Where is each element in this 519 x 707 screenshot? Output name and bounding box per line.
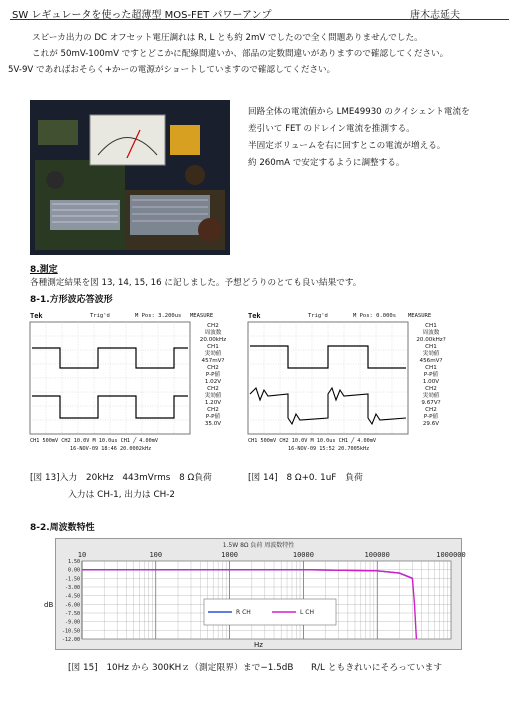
y-tick-label: -1.50 [64, 576, 80, 583]
scope-side-3: CH1 [207, 344, 219, 350]
chart-y-label: dB [44, 601, 54, 609]
scope-side-10: 実効値 [422, 393, 440, 399]
photo-text-2: 差引いて FET のドレイン電流を推測する。 [248, 124, 415, 134]
scope-side-7: P-P値 [205, 372, 221, 378]
scope-side-5: 456mV? [419, 358, 443, 364]
scope-bottom-1: CH1 500mV CH2 10.0V M 10.0us CH1 ╱ 4.00mV [248, 438, 377, 444]
scope-side-2: 20.00kHz [199, 337, 227, 343]
scope-brand: Tek [30, 312, 43, 320]
scope-side-6: CH2 [207, 365, 219, 371]
x-tick-label: 10 [77, 551, 87, 559]
section-8-heading: 8.測定 [30, 265, 58, 275]
scope-side-11: 9.67V? [421, 400, 441, 406]
scope-side-4: 実効値 [422, 351, 440, 357]
frequency-response-chart [44, 538, 466, 650]
chart-title: 1.5W 8Ω 負荷 周波数特性 [222, 542, 295, 549]
scope-side-11: 1.20V [204, 400, 222, 406]
legend-label: R CH [236, 609, 251, 616]
scope-measure: MEASURE [190, 313, 214, 319]
scope-brand: Tek [248, 312, 261, 320]
legend-label: L CH [300, 609, 314, 616]
scope-side-13: P-P値 [205, 414, 221, 420]
author-name: 唐木志延夫 [410, 10, 460, 21]
x-tick-label: 100 [149, 551, 163, 559]
scope-bottom-2: 16-NOV-09 18:46 20.0002kHz [70, 446, 152, 452]
y-tick-label: -6.00 [64, 602, 80, 609]
chart-x-label: Hz [254, 641, 263, 649]
y-tick-label: -3.00 [64, 585, 80, 591]
photo-text-3: 半固定ボリュームを右に回すとこの電流が増える。 [248, 141, 446, 151]
scope-side-10: 実効値 [204, 393, 222, 399]
x-tick-label: 10000 [292, 551, 314, 559]
oscilloscope-figure-14 [248, 312, 453, 462]
scope-side-14: 29.6V [422, 421, 440, 427]
scope-side-1: 周波数 [422, 330, 440, 336]
header-divider [10, 19, 509, 20]
scope-side-7: P-P値 [423, 372, 439, 378]
photo-text-1: 回路全体の電流値から LME49930 のクイシェント電流を [248, 107, 470, 117]
oscilloscope-figure-13 [30, 312, 235, 462]
section-8-2-heading: 8-2.周波数特性 [30, 523, 95, 533]
document-title: SW レギュレータを使った超薄型 MOS-FET パワーアンプ [12, 10, 272, 21]
y-tick-label: 1.50 [67, 559, 80, 565]
section-8-1-heading: 8-1.方形波応答波形 [30, 295, 113, 305]
y-tick-label: -7.50 [64, 611, 80, 617]
scope-side-9: CH2 [425, 386, 437, 392]
amplifier-photo [30, 100, 230, 255]
scope-trigger: Trig'd [308, 313, 328, 319]
scope-side-8: 1.02V [204, 379, 222, 385]
scope-bottom-1: CH1 500mV CH2 10.0V M 10.0us CH1 ╱ 4.00mV [30, 438, 159, 444]
scope-side-5: 457mV? [201, 358, 225, 364]
figure-13-caption: [図 13]入力 20kHz 443mVrms 8 Ω負荷 [30, 473, 212, 483]
figure-15-caption: [図 15] 10Hz から 300KHｚ（測定限界）まで−1.5dB R/L ともきれいにそろっています [68, 663, 443, 673]
scope-mpos: M Pos: 3.200us [135, 313, 182, 319]
scope-side-13: P-P値 [423, 414, 439, 420]
intro-line-3: 5V-9V であればおそらく+かーの電源がショートしていますので確認してください。 [8, 65, 336, 75]
y-tick-label: -9.00 [64, 619, 80, 626]
scope-side-0: CH1 [425, 323, 437, 329]
y-tick-label: -10.50 [61, 628, 80, 635]
scope-side-9: CH2 [207, 386, 219, 392]
scope-side-3: CH1 [425, 344, 437, 350]
chart-plot [56, 539, 466, 649]
scope-side-0: CH2 [207, 323, 219, 329]
scope-side-8: 1.00V [422, 379, 440, 385]
intro-line-1: スピーカ出力の DC オフセット電圧調れは R, L とも約 2mV でしたので全く問題ありませんでした。 [32, 33, 423, 43]
x-tick-label: 1000000 [436, 551, 466, 559]
y-tick-label: -12.00 [61, 637, 80, 643]
scope-side-6: CH1 [425, 365, 437, 371]
scope-side-12: CH2 [207, 407, 219, 413]
photo-text-4: 約 260mA で安定するように調整する。 [248, 158, 405, 168]
intro-line-2: これが 50mV-100mV ですとどこかに配線間違いか、部品の定数間違いがありますので確認してください。 [32, 49, 449, 59]
scope-side-2: 20.00kHz? [416, 337, 446, 343]
scope-side-4: 実効値 [204, 351, 222, 357]
scope-side-14: 35.0V [204, 421, 222, 427]
scope-side-12: CH2 [425, 407, 437, 413]
scope-trigger: Trig'd [90, 313, 110, 319]
section-8-body: 各種測定結果を図 13, 14, 15, 16 に記しました。予想どうりのとても良い結果です。 [30, 278, 362, 288]
y-tick-label: -4.50 [64, 593, 80, 600]
scope-measure: MEASURE [408, 313, 432, 319]
y-tick-label: 0.00 [67, 567, 80, 574]
scope-bottom-2: 16-NOV-09 15:52 20.7005kHz [288, 446, 370, 452]
x-tick-label: 1000 [221, 551, 239, 559]
scope-mpos: M Pos: 0.000s [353, 313, 397, 319]
figure-14-caption: [図 14] 8 Ω+0. 1uF 負荷 [248, 473, 363, 483]
x-tick-label: 100000 [364, 551, 390, 559]
figure-13-note: 入力は CH-1, 出力は CH-2 [68, 490, 176, 500]
scope-side-1: 周波数 [204, 330, 222, 336]
